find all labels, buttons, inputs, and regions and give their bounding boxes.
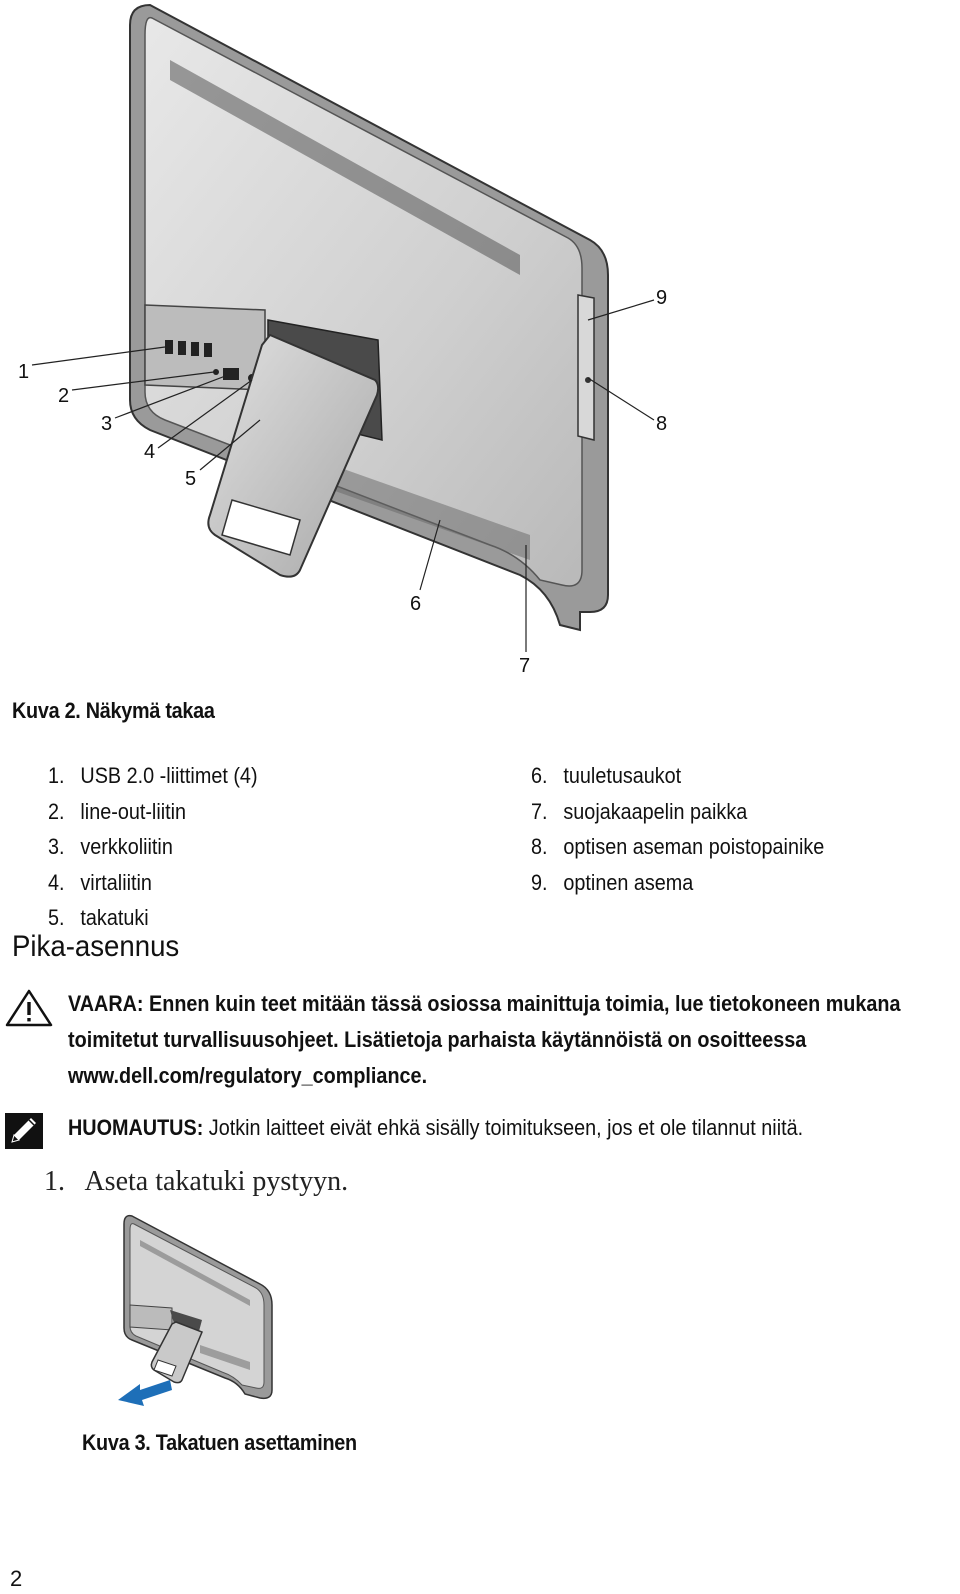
- step-1: 1. Aseta takatuki pystyyn.: [44, 1166, 349, 1197]
- callout-3: 3: [101, 413, 113, 435]
- legend-item: 5. takatuki: [48, 905, 149, 930]
- figure-3-caption: Kuva 3. Takatuen asettaminen: [82, 1430, 357, 1455]
- callout-5: 5: [185, 468, 197, 490]
- legend-item: 2. line-out-liitin: [48, 798, 187, 824]
- legend-item: 4. virtaliitin: [48, 869, 152, 895]
- legend-item: 7. suojakaapelin paikka: [531, 798, 748, 824]
- note-pencil-icon: [4, 1112, 44, 1150]
- legend-right: [531, 758, 824, 900]
- rear-view-figure: [0, 0, 960, 690]
- legend-item: 3. verkkoliitin: [48, 834, 173, 859]
- legend-item: 6. tuuletusaukot: [531, 763, 682, 788]
- page-number: 2: [10, 1566, 23, 1591]
- legend-item: 8. optisen aseman poistopainike: [531, 834, 825, 859]
- callout-9: 9: [656, 287, 668, 309]
- callout-4: 4: [144, 441, 156, 463]
- legend-item: 9. optinen asema: [531, 869, 694, 895]
- legend-left: [48, 758, 258, 936]
- callout-7: 7: [519, 655, 531, 677]
- stand-setup-figure: [110, 1210, 280, 1410]
- note-text: HUOMAUTUS: Jotkin laitteet eivät ehkä sisälly toimitukseen, jos et ole tilannut niitä.: [68, 1115, 804, 1140]
- callout-1: 1: [18, 361, 30, 383]
- figure-2-caption: Kuva 2. Näkymä takaa: [12, 698, 215, 723]
- warning-triangle-icon: [4, 988, 54, 1028]
- section-title: Pika-asennus: [12, 930, 180, 963]
- callout-2: 2: [58, 385, 70, 407]
- legend-item: 1. USB 2.0 -liittimet (4): [48, 763, 258, 788]
- pull-arrow-icon: [118, 1380, 172, 1406]
- callout-6: 6: [410, 593, 422, 615]
- warning-text: VAARA: Ennen kuin teet mitään tässä osiossa mainittuja toimia, lue tietokoneen mukana toimitetut turvallisuusohjeet. Lisätietoja parhaista käytännöistä on osoitteessa www.dell.com/regulatory_compliance.: [68, 991, 901, 1088]
- callout-8: 8: [656, 413, 668, 435]
